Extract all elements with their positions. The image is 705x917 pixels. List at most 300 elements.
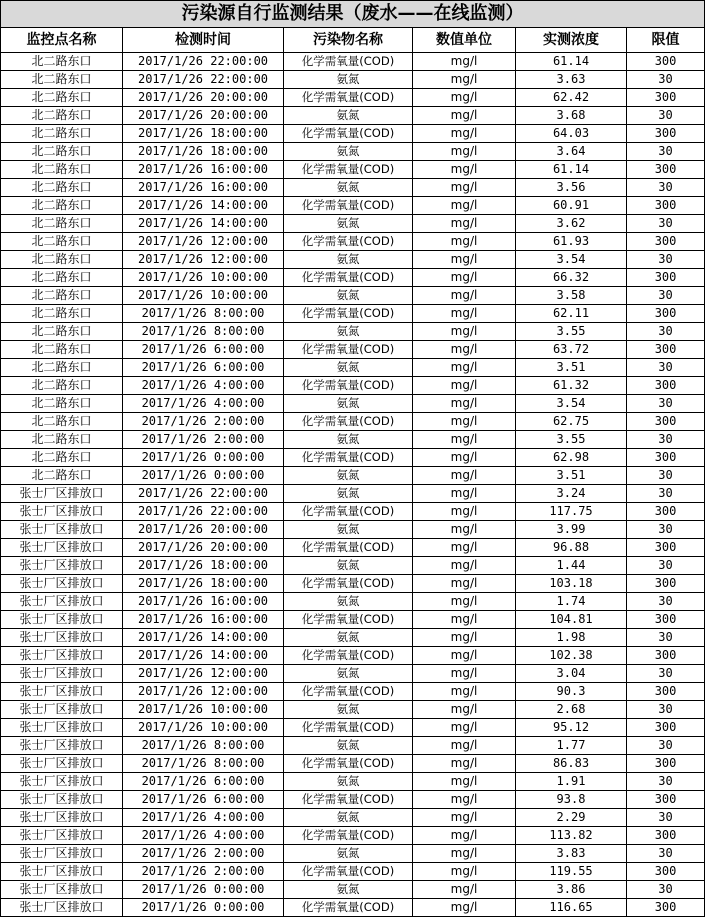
cell-test-time: 2017/1/26 20:00:00	[123, 521, 284, 539]
cell-pollutant-name: 化学需氧量(COD)	[284, 863, 413, 881]
cell-pollutant-name: 氨氮	[284, 71, 413, 89]
table-row	[1, 179, 705, 197]
cell-unit: mg/l	[413, 359, 516, 377]
cell-monitoring-point: 张士厂区排放口	[1, 611, 123, 629]
cell-unit: mg/l	[413, 719, 516, 737]
table-row	[1, 341, 705, 359]
cell-unit: mg/l	[413, 755, 516, 773]
cell-pollutant-name: 氨氮	[284, 395, 413, 413]
cell-limit: 30	[627, 593, 705, 611]
cell-measured-concentration: 62.98	[516, 449, 627, 467]
cell-unit: mg/l	[413, 665, 516, 683]
cell-pollutant-name: 化学需氧量(COD)	[284, 161, 413, 179]
cell-test-time: 2017/1/26 14:00:00	[123, 647, 284, 665]
cell-monitoring-point: 张士厂区排放口	[1, 701, 123, 719]
cell-measured-concentration: 3.04	[516, 665, 627, 683]
cell-measured-concentration: 61.14	[516, 161, 627, 179]
cell-unit: mg/l	[413, 323, 516, 341]
cell-test-time: 2017/1/26 18:00:00	[123, 557, 284, 575]
cell-limit: 300	[627, 305, 705, 323]
cell-limit: 300	[627, 413, 705, 431]
cell-unit: mg/l	[413, 215, 516, 233]
cell-unit: mg/l	[413, 809, 516, 827]
cell-limit: 300	[627, 269, 705, 287]
table-row	[1, 557, 705, 575]
table-row	[1, 53, 705, 71]
cell-limit: 300	[627, 233, 705, 251]
cell-monitoring-point: 张士厂区排放口	[1, 557, 123, 575]
cell-unit: mg/l	[413, 377, 516, 395]
cell-monitoring-point: 北二路东口	[1, 179, 123, 197]
table-row	[1, 881, 705, 899]
cell-measured-concentration: 1.91	[516, 773, 627, 791]
cell-pollutant-name: 化学需氧量(COD)	[284, 791, 413, 809]
table-row	[1, 773, 705, 791]
cell-test-time: 2017/1/26 10:00:00	[123, 701, 284, 719]
cell-unit: mg/l	[413, 449, 516, 467]
table-row	[1, 377, 705, 395]
cell-monitoring-point: 张士厂区排放口	[1, 791, 123, 809]
cell-pollutant-name: 氨氮	[284, 215, 413, 233]
table-row	[1, 449, 705, 467]
cell-measured-concentration: 3.51	[516, 359, 627, 377]
cell-test-time: 2017/1/26 14:00:00	[123, 215, 284, 233]
cell-measured-concentration: 3.63	[516, 71, 627, 89]
cell-pollutant-name: 化学需氧量(COD)	[284, 575, 413, 593]
cell-test-time: 2017/1/26 2:00:00	[123, 431, 284, 449]
cell-monitoring-point: 北二路东口	[1, 305, 123, 323]
cell-monitoring-point: 张士厂区排放口	[1, 575, 123, 593]
cell-limit: 30	[627, 629, 705, 647]
cell-limit: 30	[627, 107, 705, 125]
cell-test-time: 2017/1/26 16:00:00	[123, 611, 284, 629]
cell-unit: mg/l	[413, 899, 516, 917]
cell-test-time: 2017/1/26 20:00:00	[123, 107, 284, 125]
cell-monitoring-point: 北二路东口	[1, 359, 123, 377]
cell-pollutant-name: 氨氮	[284, 323, 413, 341]
cell-test-time: 2017/1/26 12:00:00	[123, 683, 284, 701]
cell-measured-concentration: 1.98	[516, 629, 627, 647]
cell-test-time: 2017/1/26 8:00:00	[123, 737, 284, 755]
cell-monitoring-point: 张士厂区排放口	[1, 629, 123, 647]
cell-limit: 300	[627, 611, 705, 629]
cell-limit: 30	[627, 143, 705, 161]
cell-measured-concentration: 3.54	[516, 395, 627, 413]
cell-unit: mg/l	[413, 881, 516, 899]
cell-measured-concentration: 1.77	[516, 737, 627, 755]
cell-measured-concentration: 3.51	[516, 467, 627, 485]
cell-limit: 300	[627, 827, 705, 845]
cell-measured-concentration: 116.65	[516, 899, 627, 917]
cell-unit: mg/l	[413, 503, 516, 521]
cell-unit: mg/l	[413, 575, 516, 593]
cell-pollutant-name: 氨氮	[284, 359, 413, 377]
cell-unit: mg/l	[413, 89, 516, 107]
table-row	[1, 71, 705, 89]
cell-unit: mg/l	[413, 341, 516, 359]
cell-measured-concentration: 3.62	[516, 215, 627, 233]
cell-limit: 30	[627, 251, 705, 269]
cell-unit: mg/l	[413, 305, 516, 323]
cell-pollutant-name: 氨氮	[284, 737, 413, 755]
cell-limit: 300	[627, 683, 705, 701]
cell-unit: mg/l	[413, 701, 516, 719]
cell-measured-concentration: 3.68	[516, 107, 627, 125]
cell-measured-concentration: 3.99	[516, 521, 627, 539]
cell-pollutant-name: 化学需氧量(COD)	[284, 755, 413, 773]
cell-limit: 300	[627, 575, 705, 593]
cell-measured-concentration: 66.32	[516, 269, 627, 287]
table-row	[1, 647, 705, 665]
cell-pollutant-name: 化学需氧量(COD)	[284, 305, 413, 323]
cell-limit: 300	[627, 755, 705, 773]
cell-monitoring-point: 北二路东口	[1, 251, 123, 269]
cell-measured-concentration: 3.24	[516, 485, 627, 503]
cell-test-time: 2017/1/26 8:00:00	[123, 323, 284, 341]
cell-unit: mg/l	[413, 683, 516, 701]
cell-test-time: 2017/1/26 4:00:00	[123, 809, 284, 827]
cell-test-time: 2017/1/26 8:00:00	[123, 305, 284, 323]
cell-measured-concentration: 2.68	[516, 701, 627, 719]
cell-monitoring-point: 北二路东口	[1, 449, 123, 467]
cell-test-time: 2017/1/26 22:00:00	[123, 71, 284, 89]
cell-monitoring-point: 北二路东口	[1, 395, 123, 413]
cell-unit: mg/l	[413, 521, 516, 539]
cell-monitoring-point: 张士厂区排放口	[1, 881, 123, 899]
cell-measured-concentration: 3.55	[516, 431, 627, 449]
header-pollutant-name: 污染物名称	[284, 28, 413, 53]
cell-test-time: 2017/1/26 6:00:00	[123, 341, 284, 359]
cell-monitoring-point: 北二路东口	[1, 71, 123, 89]
cell-test-time: 2017/1/26 6:00:00	[123, 773, 284, 791]
table-row	[1, 827, 705, 845]
table-row	[1, 791, 705, 809]
cell-monitoring-point: 北二路东口	[1, 53, 123, 71]
cell-pollutant-name: 化学需氧量(COD)	[284, 341, 413, 359]
cell-unit: mg/l	[413, 791, 516, 809]
table-row	[1, 629, 705, 647]
cell-test-time: 2017/1/26 2:00:00	[123, 845, 284, 863]
cell-limit: 30	[627, 737, 705, 755]
table-row	[1, 521, 705, 539]
cell-monitoring-point: 北二路东口	[1, 197, 123, 215]
cell-pollutant-name: 氨氮	[284, 251, 413, 269]
header-limit: 限值	[627, 28, 705, 53]
cell-test-time: 2017/1/26 20:00:00	[123, 89, 284, 107]
cell-monitoring-point: 张士厂区排放口	[1, 755, 123, 773]
cell-monitoring-point: 北二路东口	[1, 467, 123, 485]
cell-pollutant-name: 氨氮	[284, 557, 413, 575]
cell-unit: mg/l	[413, 431, 516, 449]
cell-unit: mg/l	[413, 53, 516, 71]
cell-measured-concentration: 1.44	[516, 557, 627, 575]
cell-unit: mg/l	[413, 827, 516, 845]
table-row	[1, 593, 705, 611]
cell-limit: 300	[627, 539, 705, 557]
cell-unit: mg/l	[413, 269, 516, 287]
cell-unit: mg/l	[413, 467, 516, 485]
cell-measured-concentration: 61.93	[516, 233, 627, 251]
table-row	[1, 305, 705, 323]
cell-unit: mg/l	[413, 773, 516, 791]
table-row	[1, 701, 705, 719]
table-row	[1, 737, 705, 755]
table-row	[1, 251, 705, 269]
cell-test-time: 2017/1/26 14:00:00	[123, 197, 284, 215]
cell-unit: mg/l	[413, 125, 516, 143]
cell-measured-concentration: 113.82	[516, 827, 627, 845]
cell-monitoring-point: 张士厂区排放口	[1, 899, 123, 917]
table-row	[1, 395, 705, 413]
cell-pollutant-name: 化学需氧量(COD)	[284, 125, 413, 143]
cell-unit: mg/l	[413, 485, 516, 503]
cell-measured-concentration: 63.72	[516, 341, 627, 359]
cell-monitoring-point: 北二路东口	[1, 413, 123, 431]
cell-limit: 30	[627, 485, 705, 503]
cell-test-time: 2017/1/26 14:00:00	[123, 629, 284, 647]
table-row	[1, 215, 705, 233]
cell-test-time: 2017/1/26 2:00:00	[123, 863, 284, 881]
cell-measured-concentration: 86.83	[516, 755, 627, 773]
cell-limit: 30	[627, 287, 705, 305]
cell-unit: mg/l	[413, 629, 516, 647]
cell-monitoring-point: 北二路东口	[1, 377, 123, 395]
cell-test-time: 2017/1/26 10:00:00	[123, 287, 284, 305]
cell-limit: 30	[627, 323, 705, 341]
cell-monitoring-point: 北二路东口	[1, 143, 123, 161]
cell-test-time: 2017/1/26 8:00:00	[123, 755, 284, 773]
cell-pollutant-name: 氨氮	[284, 107, 413, 125]
cell-monitoring-point: 北二路东口	[1, 233, 123, 251]
cell-limit: 300	[627, 647, 705, 665]
cell-monitoring-point: 北二路东口	[1, 215, 123, 233]
cell-test-time: 2017/1/26 18:00:00	[123, 125, 284, 143]
table-row	[1, 863, 705, 881]
table-row	[1, 575, 705, 593]
cell-monitoring-point: 张士厂区排放口	[1, 593, 123, 611]
header-monitoring-point: 监控点名称	[1, 28, 123, 53]
cell-measured-concentration: 61.32	[516, 377, 627, 395]
cell-pollutant-name: 氨氮	[284, 665, 413, 683]
table-row	[1, 467, 705, 485]
cell-limit: 300	[627, 899, 705, 917]
cell-limit: 30	[627, 521, 705, 539]
cell-test-time: 2017/1/26 4:00:00	[123, 395, 284, 413]
cell-measured-concentration: 117.75	[516, 503, 627, 521]
cell-limit: 30	[627, 557, 705, 575]
table-row	[1, 269, 705, 287]
cell-limit: 30	[627, 395, 705, 413]
cell-pollutant-name: 化学需氧量(COD)	[284, 413, 413, 431]
table-row	[1, 233, 705, 251]
table-row	[1, 683, 705, 701]
table-row	[1, 323, 705, 341]
table-row	[1, 539, 705, 557]
cell-test-time: 2017/1/26 4:00:00	[123, 377, 284, 395]
cell-limit: 30	[627, 881, 705, 899]
cell-test-time: 2017/1/26 0:00:00	[123, 881, 284, 899]
cell-pollutant-name: 化学需氧量(COD)	[284, 89, 413, 107]
cell-monitoring-point: 张士厂区排放口	[1, 809, 123, 827]
cell-monitoring-point: 张士厂区排放口	[1, 665, 123, 683]
cell-unit: mg/l	[413, 863, 516, 881]
cell-limit: 30	[627, 359, 705, 377]
cell-unit: mg/l	[413, 107, 516, 125]
cell-measured-concentration: 103.18	[516, 575, 627, 593]
cell-pollutant-name: 化学需氧量(COD)	[284, 449, 413, 467]
cell-measured-concentration: 62.75	[516, 413, 627, 431]
cell-measured-concentration: 3.86	[516, 881, 627, 899]
cell-limit: 30	[627, 845, 705, 863]
cell-unit: mg/l	[413, 233, 516, 251]
cell-monitoring-point: 北二路东口	[1, 269, 123, 287]
cell-monitoring-point: 北二路东口	[1, 341, 123, 359]
cell-test-time: 2017/1/26 16:00:00	[123, 179, 284, 197]
cell-unit: mg/l	[413, 71, 516, 89]
cell-limit: 300	[627, 197, 705, 215]
cell-test-time: 2017/1/26 2:00:00	[123, 413, 284, 431]
cell-measured-concentration: 3.54	[516, 251, 627, 269]
cell-pollutant-name: 化学需氧量(COD)	[284, 377, 413, 395]
cell-limit: 30	[627, 701, 705, 719]
cell-pollutant-name: 氨氮	[284, 431, 413, 449]
cell-test-time: 2017/1/26 22:00:00	[123, 503, 284, 521]
cell-pollutant-name: 化学需氧量(COD)	[284, 197, 413, 215]
cell-test-time: 2017/1/26 0:00:00	[123, 899, 284, 917]
header-row	[1, 28, 705, 53]
cell-unit: mg/l	[413, 251, 516, 269]
cell-monitoring-point: 张士厂区排放口	[1, 827, 123, 845]
cell-limit: 300	[627, 341, 705, 359]
cell-pollutant-name: 化学需氧量(COD)	[284, 899, 413, 917]
cell-test-time: 2017/1/26 12:00:00	[123, 665, 284, 683]
cell-test-time: 2017/1/26 0:00:00	[123, 467, 284, 485]
cell-unit: mg/l	[413, 287, 516, 305]
cell-measured-concentration: 61.14	[516, 53, 627, 71]
cell-limit: 300	[627, 719, 705, 737]
cell-measured-concentration: 60.91	[516, 197, 627, 215]
table-row	[1, 809, 705, 827]
cell-limit: 30	[627, 71, 705, 89]
cell-pollutant-name: 氨氮	[284, 467, 413, 485]
cell-measured-concentration: 95.12	[516, 719, 627, 737]
table-row	[1, 125, 705, 143]
cell-monitoring-point: 张士厂区排放口	[1, 863, 123, 881]
cell-test-time: 2017/1/26 6:00:00	[123, 359, 284, 377]
cell-limit: 30	[627, 665, 705, 683]
cell-test-time: 2017/1/26 18:00:00	[123, 575, 284, 593]
cell-monitoring-point: 张士厂区排放口	[1, 845, 123, 863]
cell-pollutant-name: 氨氮	[284, 845, 413, 863]
cell-limit: 30	[627, 809, 705, 827]
cell-pollutant-name: 化学需氧量(COD)	[284, 611, 413, 629]
cell-pollutant-name: 化学需氧量(COD)	[284, 647, 413, 665]
table-row	[1, 89, 705, 107]
table-row	[1, 287, 705, 305]
header-test-time: 检测时间	[123, 28, 284, 53]
cell-pollutant-name: 化学需氧量(COD)	[284, 269, 413, 287]
cell-monitoring-point: 张士厂区排放口	[1, 503, 123, 521]
cell-monitoring-point: 张士厂区排放口	[1, 737, 123, 755]
cell-measured-concentration: 90.3	[516, 683, 627, 701]
table-row	[1, 665, 705, 683]
table-row	[1, 845, 705, 863]
cell-pollutant-name: 氨氮	[284, 521, 413, 539]
title-row	[1, 1, 705, 28]
cell-measured-concentration: 93.8	[516, 791, 627, 809]
cell-limit: 300	[627, 791, 705, 809]
cell-unit: mg/l	[413, 161, 516, 179]
cell-pollutant-name: 氨氮	[284, 629, 413, 647]
cell-pollutant-name: 氨氮	[284, 809, 413, 827]
cell-pollutant-name: 化学需氧量(COD)	[284, 719, 413, 737]
table-row	[1, 485, 705, 503]
table-row	[1, 503, 705, 521]
cell-measured-concentration: 3.83	[516, 845, 627, 863]
cell-monitoring-point: 北二路东口	[1, 287, 123, 305]
cell-unit: mg/l	[413, 179, 516, 197]
cell-limit: 300	[627, 863, 705, 881]
cell-unit: mg/l	[413, 197, 516, 215]
cell-pollutant-name: 化学需氧量(COD)	[284, 233, 413, 251]
cell-pollutant-name: 氨氮	[284, 593, 413, 611]
cell-monitoring-point: 北二路东口	[1, 89, 123, 107]
table-row	[1, 107, 705, 125]
cell-pollutant-name: 化学需氧量(COD)	[284, 539, 413, 557]
cell-limit: 30	[627, 215, 705, 233]
cell-pollutant-name: 氨氮	[284, 287, 413, 305]
table-row	[1, 161, 705, 179]
cell-monitoring-point: 张士厂区排放口	[1, 521, 123, 539]
cell-test-time: 2017/1/26 12:00:00	[123, 233, 284, 251]
cell-measured-concentration: 62.11	[516, 305, 627, 323]
table-row	[1, 431, 705, 449]
cell-limit: 30	[627, 467, 705, 485]
cell-unit: mg/l	[413, 539, 516, 557]
cell-unit: mg/l	[413, 557, 516, 575]
cell-measured-concentration: 104.81	[516, 611, 627, 629]
cell-limit: 300	[627, 449, 705, 467]
cell-limit: 30	[627, 179, 705, 197]
cell-pollutant-name: 化学需氧量(COD)	[284, 683, 413, 701]
cell-test-time: 2017/1/26 6:00:00	[123, 791, 284, 809]
cell-unit: mg/l	[413, 845, 516, 863]
cell-measured-concentration: 119.55	[516, 863, 627, 881]
cell-limit: 300	[627, 161, 705, 179]
cell-monitoring-point: 北二路东口	[1, 125, 123, 143]
cell-monitoring-point: 北二路东口	[1, 161, 123, 179]
cell-monitoring-point: 张士厂区排放口	[1, 539, 123, 557]
cell-limit: 300	[627, 125, 705, 143]
cell-test-time: 2017/1/26 18:00:00	[123, 143, 284, 161]
cell-pollutant-name: 氨氮	[284, 701, 413, 719]
cell-test-time: 2017/1/26 4:00:00	[123, 827, 284, 845]
cell-monitoring-point: 北二路东口	[1, 107, 123, 125]
table-row	[1, 359, 705, 377]
cell-monitoring-point: 张士厂区排放口	[1, 773, 123, 791]
cell-pollutant-name: 氨氮	[284, 143, 413, 161]
cell-unit: mg/l	[413, 611, 516, 629]
cell-test-time: 2017/1/26 0:00:00	[123, 449, 284, 467]
cell-measured-concentration: 3.64	[516, 143, 627, 161]
cell-limit: 300	[627, 377, 705, 395]
cell-measured-concentration: 1.74	[516, 593, 627, 611]
cell-pollutant-name: 化学需氧量(COD)	[284, 503, 413, 521]
table-row	[1, 197, 705, 215]
cell-limit: 30	[627, 431, 705, 449]
header-measured-concentration: 实测浓度	[516, 28, 627, 53]
cell-monitoring-point: 张士厂区排放口	[1, 683, 123, 701]
